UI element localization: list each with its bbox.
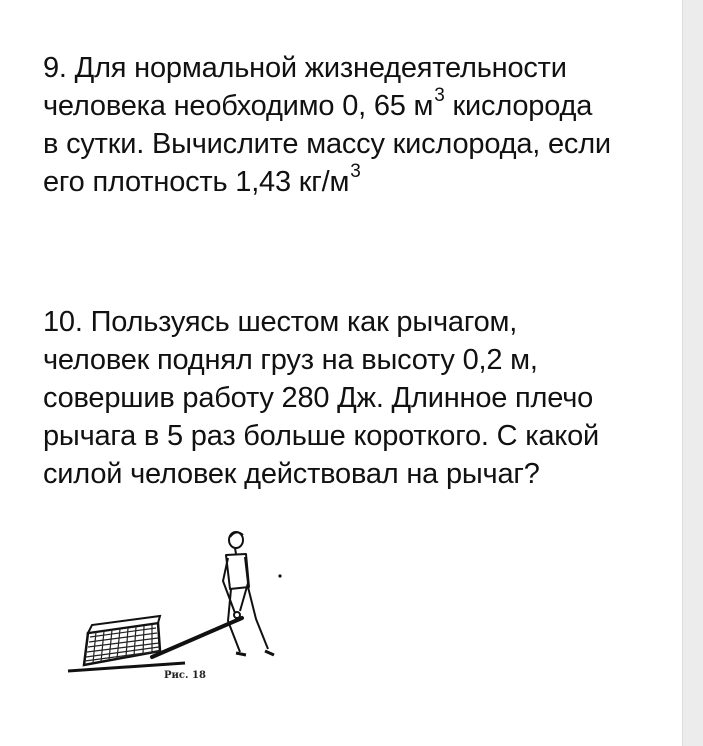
problem-9-line-2-prefix: человека необходимо 0, 65 м <box>43 90 434 122</box>
side-scroll-bar <box>682 0 703 746</box>
problem-10-line-3: совершив работу 280 Дж. Длинное плечо <box>43 382 594 414</box>
problem-10-line-4: рычага в 5 раз больше короткого. С какой <box>43 420 600 452</box>
problem-9-line-1: 9. Для нормальной жизнедеятельности <box>43 52 567 84</box>
problem-9-line-4 <box>43 163 653 201</box>
problem-10-line-5: силой человек действовал на рычаг? <box>43 458 540 490</box>
cubic-exponent: 3 <box>350 161 361 182</box>
figure-caption: Рис. 18 <box>164 670 206 681</box>
problem-9-line-4-prefix: его плотность 1,43 кг/м <box>43 166 350 198</box>
problem-10-line-2: человек поднял груз на высоту 0,2 м, <box>43 344 538 376</box>
problem-9-line-2 <box>43 87 653 125</box>
problem-10 <box>43 303 653 493</box>
problem-9 <box>43 49 653 201</box>
problem-9-line-2-suffix: кислорода <box>444 90 593 122</box>
problem-9-line-3: в сутки. Вычислите массу кислорода, если <box>43 128 611 160</box>
crate-icon <box>84 616 160 665</box>
man-figure-icon <box>223 532 274 655</box>
problem-10-line-1: 10. Пользуясь шестом как рычагом, <box>43 306 518 338</box>
lever-figure-illustration <box>60 525 300 690</box>
cubic-exponent: 3 <box>434 85 445 106</box>
